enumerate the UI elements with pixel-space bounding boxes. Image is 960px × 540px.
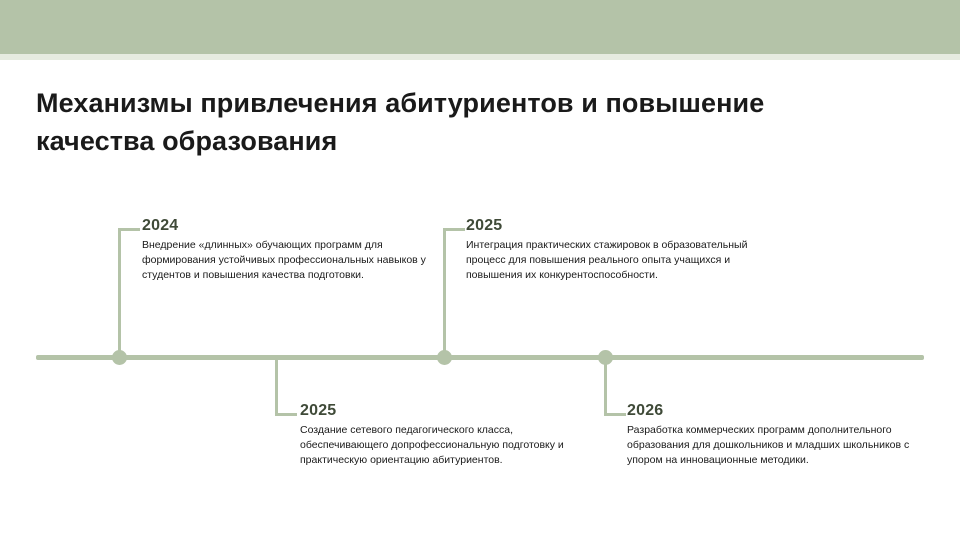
timeline-connector-vertical-3 <box>443 228 446 352</box>
timeline-item-1 <box>142 217 432 284</box>
timeline-axis <box>36 355 924 360</box>
timeline-connector-vertical-1 <box>118 228 121 352</box>
timeline-item-description: Внедрение «длинных» обучающих программ для формирования устойчивых профессиональных навыков у студентов и повышения качества подготовки. <box>142 239 426 282</box>
header-band <box>0 0 960 54</box>
timeline-connector-horizontal-2 <box>275 413 297 416</box>
timeline-item-year: 2024 <box>142 217 179 234</box>
page-title: Механизмы привлечения абитуриентов и повышение качества образования <box>36 88 765 157</box>
timeline-connector-horizontal-4 <box>604 413 626 416</box>
timeline-item-year: 2026 <box>627 402 664 419</box>
timeline-node-dot-1 <box>112 350 127 365</box>
timeline-connector-vertical-4 <box>604 360 607 416</box>
timeline-item-description: Интеграция практических стажировок в образовательный процесс для повышения реального опыта учащихся и повышения их конкурентоспособности. <box>466 239 748 282</box>
timeline-item-2 <box>300 402 590 469</box>
timeline-item-description: Создание сетевого педагогического класса, обеспечивающего допрофессиональную подготовку и практическую ориентацию абитуриентов. <box>300 424 564 467</box>
timeline-connector-horizontal-1 <box>118 228 140 231</box>
timeline-item-year: 2025 <box>466 217 503 234</box>
timeline-item-3 <box>466 217 756 284</box>
timeline-item-4 <box>627 402 917 469</box>
header-band-light <box>0 54 960 60</box>
timeline-node-dot-2 <box>437 350 452 365</box>
timeline-item-description: Разработка коммерческих программ дополнительного образования для дошкольников и младших школьников с упором на инновационные методики. <box>627 424 910 467</box>
timeline-connector-vertical-2 <box>275 360 278 416</box>
timeline-item-year: 2025 <box>300 402 337 419</box>
timeline-connector-horizontal-3 <box>443 228 465 231</box>
